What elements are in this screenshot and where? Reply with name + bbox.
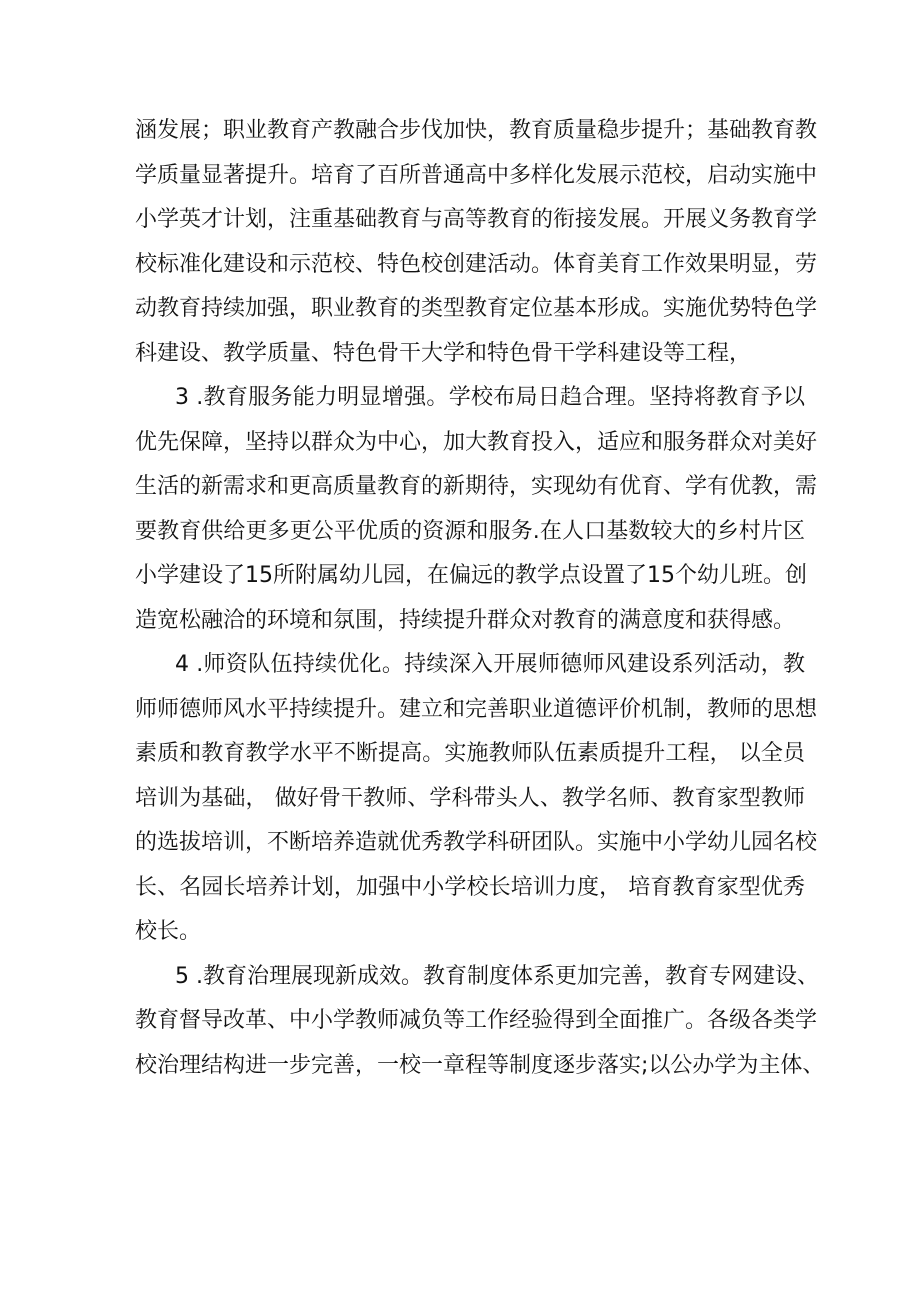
- text-line: 要教育供给更多更公平优质的资源和服务.在人口基数较大的乡村片区: [135, 518, 805, 544]
- section-heading-5: 5 .教育治理展现新成效。教育制度体系更加完善，教育专网建设、: [175, 963, 819, 989]
- section-heading-4: 4 .师资队伍持续优化。持续深入开展师德师风建设系列活动，教: [175, 652, 805, 677]
- text-line: 小学建设了15所附属幼儿园，在偏远的教学点设置了15个幼儿班。创: [135, 563, 807, 588]
- text-line: 动教育持续加强，职业教育的类型教育定位基本形成。实施优势特色学: [135, 296, 818, 321]
- text-line: 校标准化建设和示范校、特色校创建活动。体育美育工作效果明显，劳: [135, 251, 818, 277]
- text-line: 校治理结构进一步完善，一校一章程等制度逐步落实;以公办学为主体、: [135, 1052, 825, 1078]
- text-line: 造宽松融洽的环境和氛围，持续提升群众对教育的满意度和获得感。: [135, 607, 796, 633]
- text-line: 的选拔培训，不断培养造就优秀教学科研团队。实施中小学幼儿园名校: [135, 830, 818, 855]
- text-line: 涵发展；职业教育产教融合步伐加快，教育质量稳步提升；基础教育教: [135, 118, 818, 143]
- text-line: 长、名园长培养计划，加强中小学校长培训力度， 培育教育家型优秀: [135, 874, 805, 900]
- text-line: 生活的新需求和更高质量教育的新期待，实现幼有优育、学有优教，需: [135, 474, 818, 499]
- text-line: 素质和教育教学水平不断提高。实施教师队伍素质提升工程， 以全员: [135, 741, 805, 766]
- text-line: 小学英才计划，注重基础教育与高等教育的衔接发展。开展义务教育学: [135, 207, 818, 232]
- text-line: 优先保障，坚持以群众为中心，加大教育投入，适应和服务群众对美好: [135, 429, 818, 455]
- text-line: 培训为基础， 做好骨干教师、学科带头人、教学名师、教育家型教师: [135, 785, 805, 811]
- text-line: 校长。: [135, 919, 202, 944]
- text-line: 教育督导改革、中小学教师减负等工作经验得到全面推广。各级各类学: [135, 1008, 818, 1033]
- text-line: 学质量显著提升。培育了百所普通高中多样化发展示范校，启动实施中: [135, 162, 818, 188]
- text-line: 科建设、教学质量、特色骨干大学和特色骨干学科建设等工程，: [135, 340, 752, 366]
- section-heading-3: 3 .教育服务能力明显增强。学校布局日趋合理。坚持将教育予以: [175, 385, 805, 410]
- text-line: 师师德师风水平持续提升。建立和完善职业道德评价机制，教师的思想: [135, 696, 818, 722]
- body-text: [135, 109, 825, 1088]
